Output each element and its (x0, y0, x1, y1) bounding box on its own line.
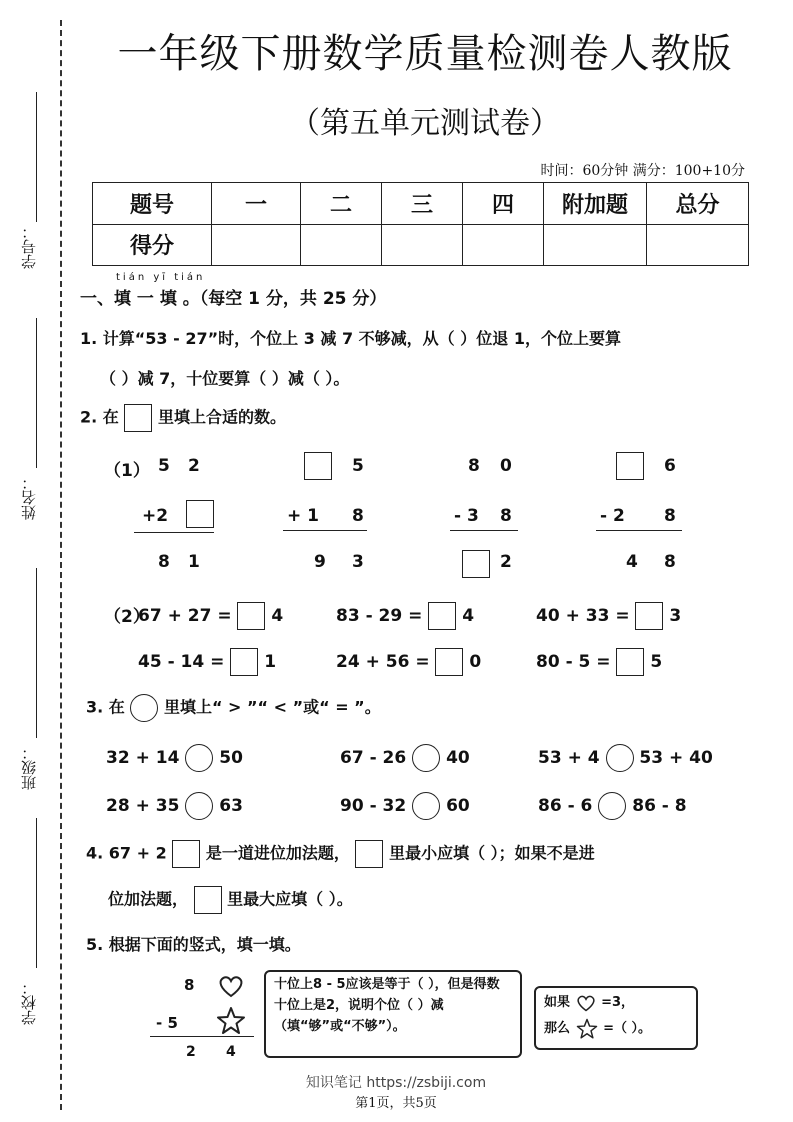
question-1-line-2: （ ）减 7，十位要算（ ）减（ ）。 (100, 369, 350, 388)
name-line (36, 318, 37, 468)
equation-expression: 83 - 29 = (336, 606, 423, 626)
digit: 4 (226, 1044, 236, 1060)
comparison (538, 744, 713, 772)
difference-line (596, 530, 682, 531)
equation-tail: 3 (669, 606, 682, 626)
question-3-prefix: 3. 在 (86, 697, 125, 717)
answer-box[interactable] (428, 602, 456, 630)
answer-circle[interactable] (606, 744, 634, 772)
operator: - 3 (454, 506, 479, 526)
digit: 2 (188, 456, 200, 476)
equation-tail: 1 (264, 652, 277, 672)
comparison-left: 86 - 6 (538, 796, 593, 816)
extra-text: =（ ）。 (603, 1021, 651, 1036)
digit: 8 (664, 506, 676, 526)
sum-line (283, 530, 367, 531)
extra-text: =3， (601, 995, 635, 1010)
difference-line (450, 530, 518, 531)
vertical-subtraction (150, 970, 260, 1065)
table-cell: 附加题 (544, 183, 647, 225)
name-label: 姓名： (20, 475, 38, 520)
score-input-cell[interactable] (647, 224, 749, 266)
heart-icon (575, 994, 597, 1012)
question-1-line-1: 1. 计算“53 - 27”时，个位上 3 减 7 不够减，从（ ）位退 1，个位上要算 (80, 329, 621, 348)
comparison-left: 53 + 4 (538, 748, 600, 768)
equation (536, 648, 662, 676)
question-2-title (80, 404, 286, 432)
question-2-prefix: 2. 在 (80, 407, 119, 427)
comparison (538, 792, 687, 820)
comparison-left: 90 - 32 (340, 796, 407, 816)
comparison (340, 792, 470, 820)
question-4-line-2 (108, 886, 353, 914)
hint-box: 十位上8 - 5应该是等于（ ），但是得数十位上是2，说明个位（ ）减（填“够”或“不够”）。 (264, 970, 522, 1058)
comparison-left: 67 - 26 (340, 748, 407, 768)
student-id-line (36, 92, 37, 222)
digit: 3 (352, 552, 364, 572)
answer-box[interactable] (304, 452, 332, 480)
part-1-label: （1） (104, 461, 150, 481)
digit: 2 (186, 1044, 196, 1060)
answer-box[interactable] (616, 452, 644, 480)
star-icon (216, 1006, 246, 1036)
digit: 8 (500, 506, 512, 526)
extra-text: 那么 (544, 1021, 571, 1036)
score-input-cell[interactable] (544, 224, 647, 266)
table-cell: 题号 (93, 183, 212, 225)
table-cell: 四 (463, 183, 544, 225)
digit: 8 (664, 552, 676, 572)
watermark: 知识笔记 https://zsbiji.com (305, 1075, 487, 1091)
answer-circle[interactable] (598, 792, 626, 820)
sum-line (134, 532, 214, 533)
digit: 9 (314, 552, 326, 572)
digit: 2 (500, 552, 512, 572)
difference-line (150, 1036, 254, 1037)
equation (138, 648, 276, 676)
score-table (92, 182, 749, 266)
answer-box[interactable] (616, 648, 644, 676)
digit: 8 (158, 552, 170, 572)
heart-icon (218, 974, 244, 998)
question-4-line-1 (86, 840, 595, 868)
part-2-label: （2） (104, 607, 150, 627)
page-number: 第1页，共5页 (355, 1096, 437, 1111)
question-4-text: 是一道进位加法题， (205, 843, 350, 863)
answer-box-icon (124, 404, 152, 432)
digit: 0 (500, 456, 512, 476)
operator: - 5 (156, 1014, 178, 1032)
score-input-cell[interactable] (463, 224, 544, 266)
section-title: 一、填 一 填 。（每空 1 分，共 25 分） (80, 289, 387, 309)
score-input-cell[interactable] (382, 224, 463, 266)
star-icon (575, 1018, 599, 1040)
score-input-cell[interactable] (212, 224, 301, 266)
comparison-left: 28 + 35 (106, 796, 180, 816)
table-cell: 一 (212, 183, 301, 225)
question-4-prefix: 4. 67 + 2 (86, 843, 167, 863)
operator: - 2 (600, 506, 625, 526)
operator: +2 (142, 506, 169, 526)
comparison-right: 53 + 40 (639, 748, 713, 768)
comparison-right: 63 (219, 796, 243, 816)
answer-circle[interactable] (412, 744, 440, 772)
answer-box[interactable] (462, 550, 490, 578)
page-subtitle: （第五单元测试卷） (290, 106, 560, 141)
answer-circle-icon (130, 694, 158, 722)
extra-line-1 (544, 990, 688, 1016)
time-info: 时间：60分钟 满分：100+10分 (540, 163, 745, 179)
digit: 5 (158, 456, 170, 476)
extra-text: 如果 (544, 995, 571, 1010)
equation-tail: 4 (462, 606, 475, 626)
table-cell: 三 (382, 183, 463, 225)
equation-tail: 5 (650, 652, 663, 672)
digit: 8 (352, 506, 364, 526)
comparison (106, 744, 243, 772)
table-cell: 得分 (93, 224, 212, 266)
question-4-text: 里最小应填（ ）；如果不是进 (389, 843, 595, 863)
answer-box-icon (194, 886, 222, 914)
table-row (93, 224, 749, 266)
operator: + 1 (287, 506, 319, 526)
digit: 8 (184, 976, 195, 994)
table-cell: 二 (301, 183, 382, 225)
equation (336, 602, 474, 630)
answer-circle[interactable] (185, 744, 213, 772)
equation-tail: 4 (271, 606, 284, 626)
class-label: 班级： (20, 745, 38, 790)
table-row (93, 183, 749, 225)
question-3-title (86, 694, 381, 722)
comparison-right: 86 - 8 (632, 796, 687, 816)
equation (336, 648, 481, 676)
equation-tail: 0 (469, 652, 482, 672)
equation (138, 602, 283, 630)
student-id-label: 学号： (20, 224, 38, 270)
question-3-suffix: 里填上“ > ”“ < ”或“ = ”。 (163, 697, 381, 717)
question-5-extra-box (534, 986, 698, 1050)
question-2-suffix: 里填上合适的数。 (157, 407, 286, 427)
page-title: 一年级下册数学质量检测卷人教版 (117, 31, 733, 77)
answer-box[interactable] (635, 602, 663, 630)
question-5-title: 5. 根据下面的竖式，填一填。 (86, 935, 301, 954)
digit: 5 (352, 456, 364, 476)
answer-box[interactable] (172, 840, 200, 868)
comparison (106, 792, 243, 820)
comparison-right: 50 (219, 748, 243, 768)
equation-expression: 80 - 5 = (536, 652, 611, 672)
digit: 8 (468, 456, 480, 476)
section-pinyin: tián yī tián (116, 272, 206, 283)
equation-expression: 45 - 14 = (138, 652, 225, 672)
class-line (36, 568, 37, 738)
comparison-right: 60 (446, 796, 470, 816)
school-label: 学校： (20, 980, 38, 1025)
binding-dashed-line (60, 20, 62, 1110)
answer-circle[interactable] (185, 792, 213, 820)
answer-circle[interactable] (412, 792, 440, 820)
table-cell: 总分 (647, 183, 749, 225)
equation (536, 602, 681, 630)
answer-box[interactable] (237, 602, 265, 630)
answer-box[interactable] (186, 500, 214, 528)
answer-box[interactable] (435, 648, 463, 676)
comparison-left: 32 + 14 (106, 748, 180, 768)
school-line (36, 818, 37, 968)
digit: 6 (664, 456, 676, 476)
score-input-cell[interactable] (301, 224, 382, 266)
question-4-text: 位加法题， (108, 889, 189, 909)
comparison-right: 40 (446, 748, 470, 768)
digit: 1 (188, 552, 200, 572)
answer-box-icon (355, 840, 383, 868)
question-4-text: 里最大应填（ ）。 (227, 889, 353, 909)
digit: 4 (626, 552, 638, 572)
equation-expression: 67 + 27 = (138, 606, 232, 626)
equation-expression: 40 + 33 = (536, 606, 630, 626)
equation-expression: 24 + 56 = (336, 652, 430, 672)
answer-box[interactable] (230, 648, 258, 676)
comparison (340, 744, 470, 772)
extra-line-2 (544, 1016, 688, 1042)
